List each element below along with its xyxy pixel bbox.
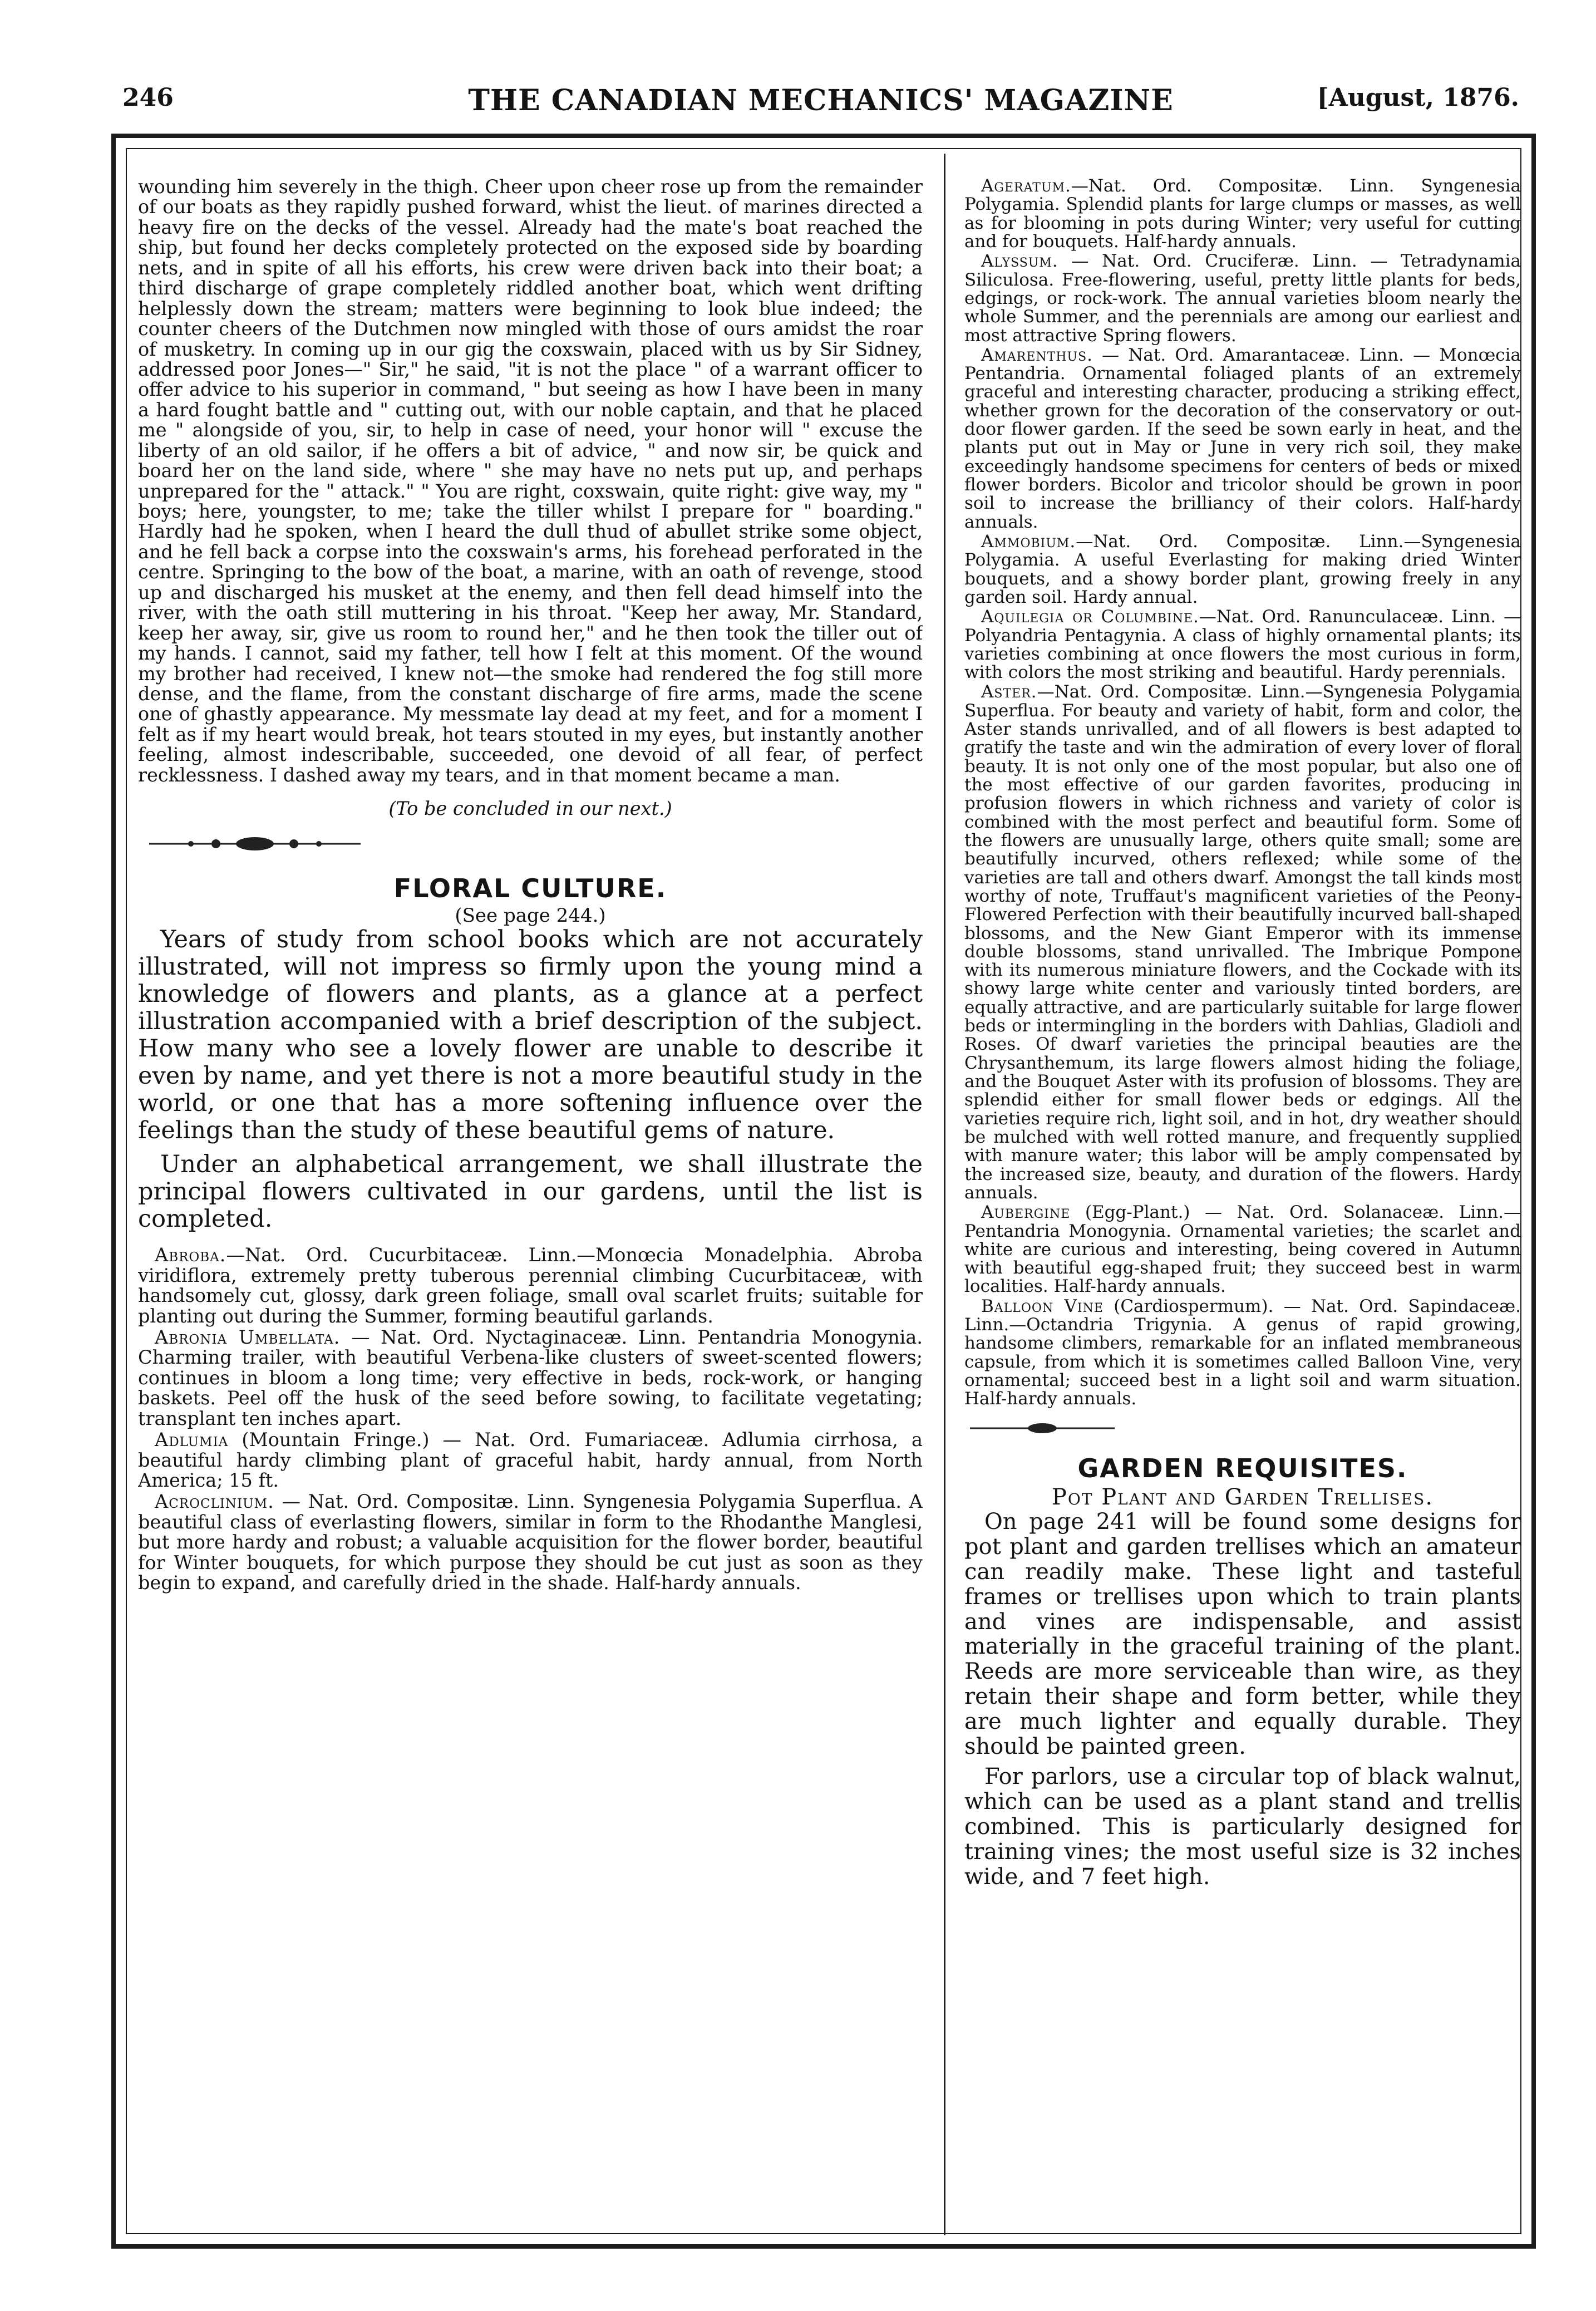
- flower-name: Balloon Vine: [981, 1296, 1104, 1316]
- garden-paragraph: On page 241 will be found some designs for pot plant and garden trellises which an amateur can readily make. These light and tasteful frames or trellises upon which to train plants and vines are indispensable, and assist materially in the graceful training of the plant. Reeds are more serviceable than wire, as they retain their shape and form better, while they are much lighter and equally durable. They should be painted green.: [964, 1509, 1521, 1759]
- flower-name: Alyssum.: [981, 251, 1058, 272]
- flower-entry: [964, 346, 1521, 532]
- issue-date: [August, 1876.: [1317, 83, 1519, 112]
- flower-name: Aquilegia or Columbine.: [981, 607, 1199, 627]
- story-paragraph: wounding him severely in the thigh. Cheer upon cheer rose up from the remainder of our boats as they rapidly pushed forward, whist the lieut. of marines directed a heavy fire on the decks of the vessel. Already had the mate's boat reached the ship, but found her decks completely protected on the exposed side by boarding nets, and in spite of all his efforts, his crew were driven back into their boat; a third discharge of grape completely riddled another boat, which went drifting helplessly down the stream; matters were beginning to look blue indeed; the counter cheers of the Dutchmen now mingled with those of ours amidst the roar of musketry. In coming up in our gig the coxswain, placed with us by Sir Sidney, addressed poor Jones—" Sir," he said, "it is not the place " of a warrant officer to offer advice to his superior in command, " but seeing as how I have been in many a hard fought battle and " cutting out, with our noble captain, and that he placed me " alongside of you, sir, to help in case of need, your honor will " excuse the liberty of an old sailor, if he offers a bit of advice, " and now sir, be quick and board her on the land side, where " she may have no nets put up, and perhaps unprepared for the " attack." " You are right, coxswain, quite right: give way, my " boys; here, youngster, to me; take the tiller whilst I prepare for " boarding." Hardly had he spoken, when I heard the dull thud of abullet strike some object, and he fell back a corpse into the coxswain's arms, his forehead perforated in the centre. Springing to the bow of the boat, a marine, with an oath of revenge, stood up and discharged his musket at the enemy, and then fell dead himself into the river, with the oath still muttering in his throat. "Keep her away, Mr. Standard, keep her away, sir, give us room to round her," and he then took the tiller out of my hands. I cannot, said my father, tell how I felt at this moment. Of the wound my brother had received, I knew not—the smoke had rendered the fog still more dense, and the flame, from the constant discharge of fire arms, made the scene one of ghastly appearance. My messmate lay dead at my feet, and for a moment I felt as if my heart would break, hot tears stouted in my eyes, but instantly another feeling, almost indescribable, succeeded, one devoid of all fear, of perfect recklessness. I dashed away my tears, and in that moment became a man.: [138, 177, 923, 786]
- flower-description: — Nat. Ord. Compositæ. Linn. Syngenesia Polygamia Superflua. A beautiful class of everlasting flowers, similar in form to the Rhodanthe Manglesi, but more hardy and robust; a valuable acquisition for the flower border, beautiful for Winter bouquets, for which purpose they should be cut just as soon as they begin to expand, and carefully dried in the shade. Half-hardy annuals.: [138, 1491, 923, 1594]
- flower-name: Ageratum.: [981, 177, 1071, 196]
- flower-entries-right: [964, 177, 1521, 1409]
- right-column: [964, 177, 1521, 2189]
- flower-description: —Nat. Ord. Ranunculaceæ. Linn. —Polyandria Pentagynia. A class of highly ornamental plants; its varieties combining at once flowers the most curious in form, with colors the most striking and beautiful. Hardy perennials.: [964, 607, 1521, 683]
- intro-paragraph: Years of study from school books which are not accurately illustrated, will not impress so firmly upon the young mind a knowledge of flowers and plants, as a glance at a perfect illustration accompanied with a brief description of the subject. How many who see a lovely flower are unable to describe it even by name, and yet there is not a more beautiful study in the world, or one that has a more softening influence over the feelings than the study of these beautiful gems of nature.: [138, 926, 923, 1145]
- garden-subheading: Pot Plant and Garden Trellises.: [1051, 1484, 1434, 1511]
- flower-entry: [138, 1492, 923, 1593]
- flower-entry: [964, 1203, 1521, 1296]
- page-header: [122, 83, 1519, 122]
- flower-entry: [964, 177, 1521, 251]
- flower-entry: [138, 1430, 923, 1491]
- flower-description: (Mountain Fringe.) — Nat. Ord. Fumariaceæ. Adlumia cirrhosa, a beautiful hardy climbing plant of graceful habit, hardy annual, from North America; 15 ft.: [138, 1429, 923, 1492]
- flower-name: Aster.: [981, 682, 1037, 702]
- column-divider: [944, 154, 945, 2235]
- ornament-divider-icon: [138, 834, 372, 854]
- flower-description: —Nat. Ord. Compositæ. Linn.—Syngenesia Polygamia Superflua. For beauty and variety of habit, form and color, the Aster stands unrivalled, and of all flowers is best adapted to gratify the taste and win the admiration of every lover of floral beauty. It is not only one of the most popular, but also one of the most effective of our garden favorites, producing in profusion flowers in which richness and variety of color is combined with the most perfect and beautiful form. Some of the flowers are unusually large, others quite small; some are beautifully incurved, others reflexed; while some of the varieties are tall and others dwarf. Amongst the tall kinds most worthy of note, Truffaut's magnificent varieties of the Peony-Flowered Perfection with their beautifully incurved ball-shaped blossoms, and the New Giant Emperor with its immense double blossoms, stand unrivalled. The Imbrique Pompone with its numerous miniature flowers, and the Cockade with its showy large white center and variously tinted borders, are equally attractive, and are particularly suitable for large flower beds or intermingling in the borders with Dahlias, Gladioli and Roses. Of dwarf varieties the principal beauties are the Chrysanthemum, its large flowers almost hiding the foliage, and the Bouquet Aster with its profusion of blossoms. They are splendid either for small flower beds or edgings. All the varieties require rich, light soil, and in hot, dry weather should be mulched with well rotted manure, and frequently supplied with manure water; this labor will be amply compensated by the increased size, beauty, and duration of the flowers. Hardy annuals.: [964, 682, 1521, 1203]
- flower-name: Abroba.: [155, 1244, 226, 1266]
- see-page-note: (See page 244.): [455, 904, 606, 927]
- flower-name: Ammobium.: [981, 531, 1076, 552]
- flower-description: — Nat. Ord. Cruciferæ. Linn. — Tetradynamia Siliculosa. Free-flowering, useful, pretty little plants for beds, edgings, or rock-work. The annual varieties bloom nearly the whole Summer, and the perennials are among our earliest and most attractive Spring flowers.: [964, 251, 1521, 346]
- page-frame: [111, 134, 1536, 2249]
- flower-description: (Cardiospermum). — Nat. Ord. Sapindaceæ. Linn.—Octandria Trigynia. A genus of rapid growing, handsome climbers, remarkable for an inflated membraneous capsule, from which it is sometimes called Balloon Vine, very ornamental; succeed best in a light soil and warm situation. Half-hardy annuals.: [964, 1296, 1521, 1409]
- ornament-divider-icon: [964, 1421, 1120, 1435]
- garden-text: [964, 1509, 1521, 1889]
- floral-culture-heading: FLORAL CULTURE.: [393, 873, 667, 903]
- flower-name: Abronia Umbellata.: [155, 1326, 341, 1348]
- flower-entry: [964, 683, 1521, 1202]
- story-text: [138, 177, 923, 785]
- flower-entry: [964, 1297, 1521, 1409]
- floral-intro: [138, 926, 923, 1233]
- flower-name: Aubergine: [981, 1202, 1071, 1223]
- flower-entry: [138, 1245, 923, 1326]
- flower-name: Adlumia: [155, 1429, 229, 1451]
- flower-name: Acroclinium.: [155, 1491, 274, 1513]
- left-column: [138, 177, 923, 2189]
- flower-entry: [964, 252, 1521, 345]
- flower-entry: [964, 533, 1521, 607]
- flower-description: (Egg-Plant.) — Nat. Ord. Solanaceæ. Linn.— Pentandria Monogynia. Ornamental varieties; the scarlet and white are curious and interesting, being covered in Autumn with beautiful egg-shaped fruit; they succeed best in warm localities. Half-hardy annuals.: [964, 1202, 1521, 1297]
- flower-description: —Nat. Ord. Compositæ. Linn.—Syngenesia Polygamia. A useful Everlasting for making dried Winter bouquets, and a showy border plant, growing freely in any garden soil. Hardy annual.: [964, 531, 1521, 607]
- flower-description: —Nat. Ord. Cucurbitaceæ. Linn.—Monœcia Monadelphia. Abroba viridiflora, extremely pretty tuberous perennial climbing Cucurbitaceæ, with handsomely cut, glossy, dark green foliage, small oval scarlet fruits; suitable for planting out during the Summer, forming beautiful garlands.: [138, 1244, 923, 1327]
- magazine-title: THE CANADIAN MECHANICS' MAGAZINE: [468, 83, 1174, 117]
- flower-description: —Nat. Ord. Compositæ. Linn. Syngenesia Polygamia. Splendid plants for large clumps or masses, as well as for blooming in pots during Winter; very useful for cutting and for bouquets. Half-hardy annuals.: [964, 177, 1521, 252]
- continued-note: (To be concluded in our next.): [388, 798, 672, 820]
- flower-description: — Nat. Ord. Nyctaginaceæ. Linn. Pentandria Monogynia. Charming trailer, with beautiful Verbena-like clusters of sweet-scented flowers; continues in bloom a long time; very effective in beds, rock-work, or hanging baskets. Peel off the husk of the seed before sowing, to facilitate vegetating; transplant ten inches apart.: [138, 1326, 923, 1429]
- flower-name: Amarenthus.: [981, 345, 1093, 365]
- flower-entries-left: [138, 1245, 923, 1593]
- flower-entry: [964, 608, 1521, 682]
- garden-requisites-heading: GARDEN REQUISITES.: [1077, 1453, 1408, 1483]
- intro-paragraph: Under an alphabetical arrangement, we shall illustrate the principal flowers cultivated in our gardens, until the list is completed.: [138, 1150, 923, 1233]
- flower-description: — Nat. Ord. Amarantaceæ. Linn. — Monœcia Pentandria. Ornamental foliaged plants of an extremely graceful and interesting character, producing a striking effect, whether grown for the decoration of the conservatory or out-door flower garden. If the seed be sown early in heat, and the plants put out in May or June in very rich soil, they make exceedingly handsome specimens for centers of beds or mixed flower borders. Bicolor and tricolor should be grown in poor soil to increase the brilliancy of their colors. Half-hardy annuals.: [964, 345, 1521, 532]
- garden-paragraph: For parlors, use a circular top of black walnut, which can be used as a plant stand and trellis combined. This is particularly designed for training vines; the most useful size is 32 inches wide, and 7 feet high.: [964, 1764, 1521, 1890]
- flower-entry: [138, 1327, 923, 1429]
- page-number: 246: [122, 83, 174, 112]
